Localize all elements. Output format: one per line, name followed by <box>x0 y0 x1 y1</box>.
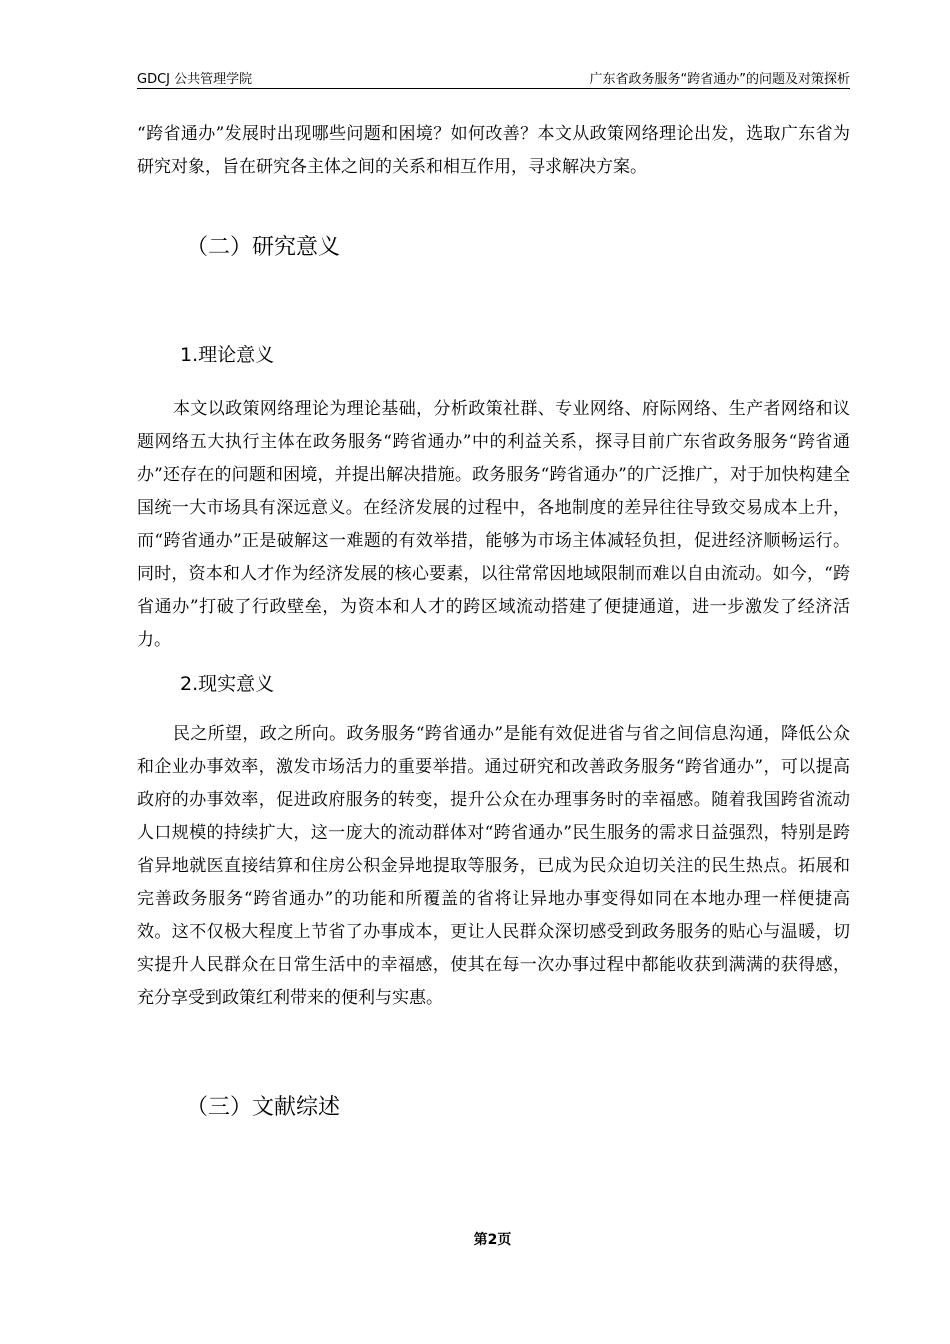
intro-paragraph: “跨省通办”发展时出现哪些问题和困境？如何改善？本文从政策网络理论出发，选取广东省为研究对象，旨在研究各主体之间的关系和相互作用，寻求解决方案。 <box>137 124 850 177</box>
header-institution: GDCJ 公共管理学院 <box>137 72 253 87</box>
page-number: 第2页 <box>473 1232 512 1248</box>
theoretical-significance-body: 本文以政策网络理论为理论基础，分析政策社群、专业网络、府际网络、生产者网络和议题网络五大执行主体在政务服务“跨省通办”中的利益关系，探寻目前广东省政务服务“跨省通办”还存在的问题和困境，并提出解决措施。政务服务“跨省通办”的广泛推广，对于加快构建全国统一大市场具有深远意义。在经济发展的过程中，各地制度的差异往往导致交易成本上升，而“跨省通办”正是破解这一难题的有效举措，能够为市场主体减轻负担，促进经济顺畅运行。同时，资本和人才作为经济发展的核心要素，以往常常因地域限制而难以自由流动。如今，“跨省通办”打破了行政壁垒，为资本和人才的跨区域流动搭建了便捷通道，进一步激发了经济活力。 <box>137 399 850 650</box>
section-heading-literature-review: （三）文献综述 <box>186 1095 341 1120</box>
header-document-title: 广东省政务服务“跨省通办”的问题及对策探析 <box>589 72 850 87</box>
page-header <box>137 66 850 89</box>
subsection-heading-practical-significance: 2.现实意义 <box>180 673 275 695</box>
subsection-heading-theoretical-significance: 1.理论意义 <box>180 344 275 366</box>
section-heading-research-significance: （二）研究意义 <box>186 235 341 260</box>
practical-significance-body: 民之所望，政之所向。政务服务“跨省通办”是能有效促进省与省之间信息沟通，降低公众和企业办事效率，激发市场活力的重要举措。通过研究和改善政务服务“跨省通办”，可以提高政府的办事效率，促进政府服务的转变，提升公众在办理事务时的幸福感。随着我国跨省流动人口规模的持续扩大，这一庞大的流动群体对“跨省通办”民生服务的需求日益强烈，特别是跨省异地就医直接结算和住房公积金异地提取等服务，已成为民众迫切关注的民生热点。拓展和完善政务服务“跨省通办”的功能和所覆盖的省将让异地办事变得如同在本地办理一样便捷高效。这不仅极大程度上节省了办事成本，更让人民群众深切感受到政务服务的贴心与温暖，切实提升人民群众在日常生活中的幸福感，使其在每一次办事过程中都能收获到满满的获得感，充分享受到政策红利带来的便利与实惠。 <box>137 724 850 1008</box>
